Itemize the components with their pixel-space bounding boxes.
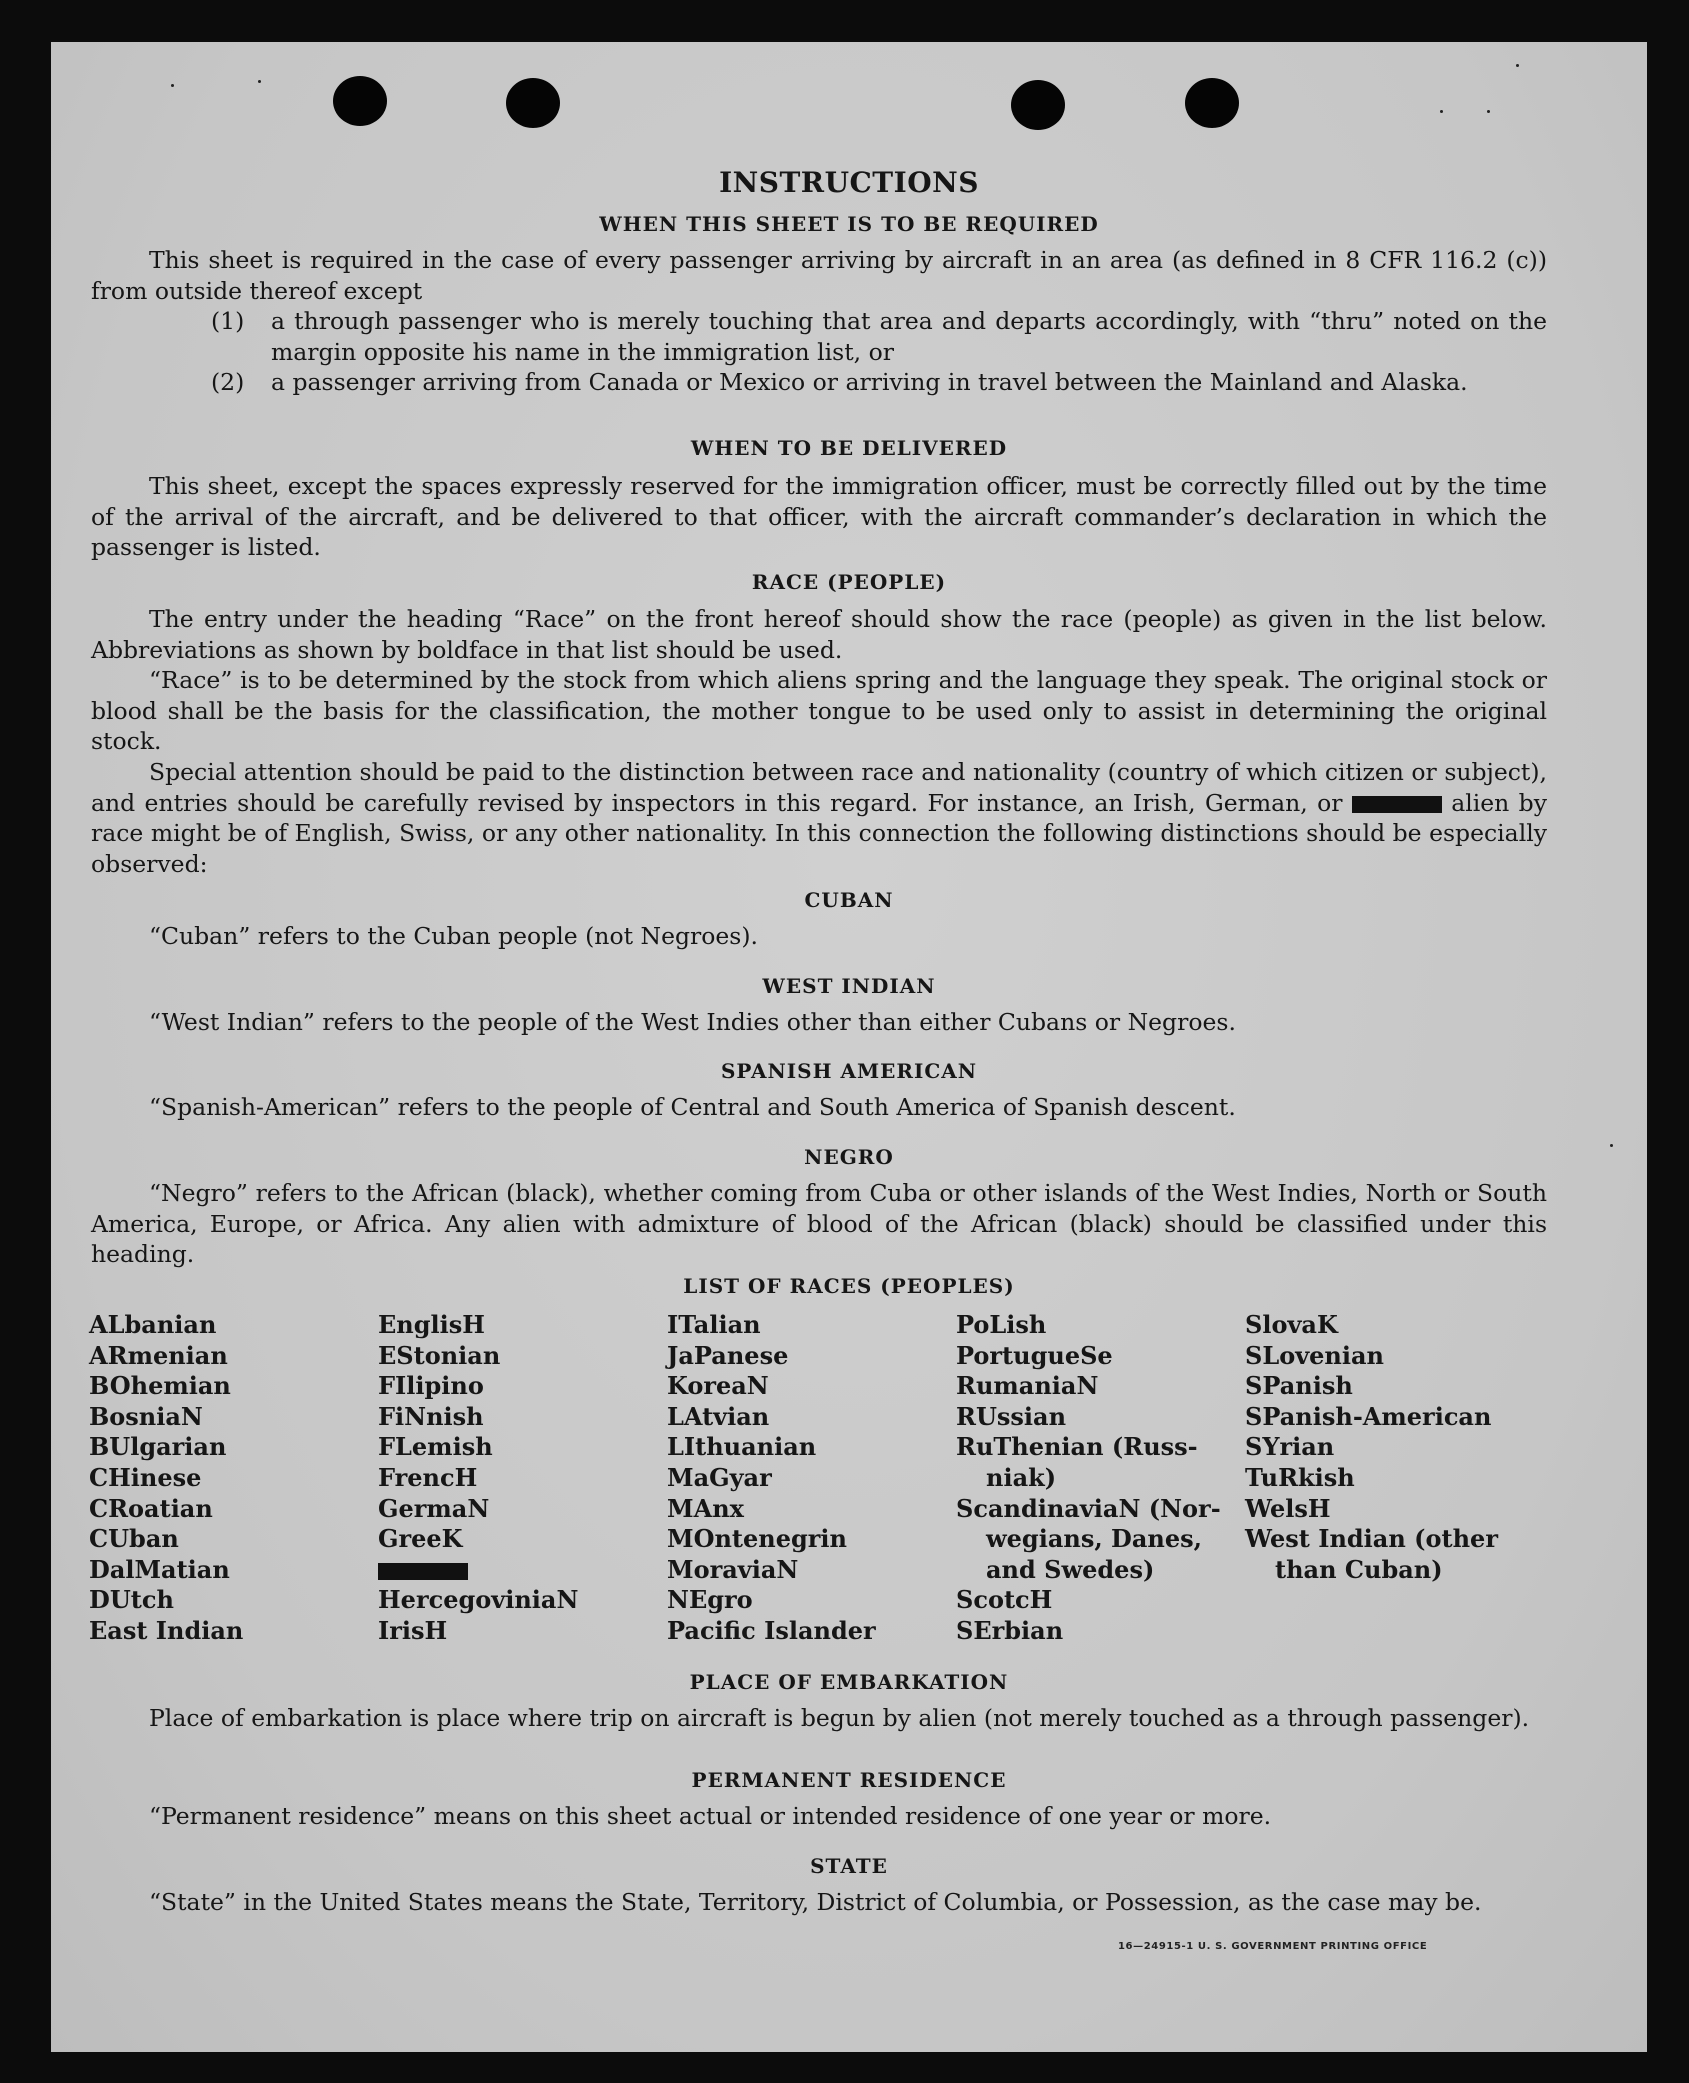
punch-hole xyxy=(506,78,560,128)
heading-west-indian: WEST INDIAN xyxy=(762,974,936,998)
item-2 xyxy=(211,367,1547,429)
speck xyxy=(258,80,261,83)
redaction-mark xyxy=(1352,796,1442,813)
race-item: BosniaN xyxy=(89,1401,203,1431)
races-column-5 xyxy=(1245,1310,1498,1585)
item-2-number: (2) xyxy=(211,368,245,396)
race-item: WelsH xyxy=(1245,1493,1331,1523)
race-item: RumaniaN xyxy=(956,1371,1099,1401)
races-column-2 xyxy=(378,1310,578,1647)
race-item: HercegoviniaN xyxy=(378,1585,579,1615)
race-item: FiNnish xyxy=(378,1401,484,1431)
heading-negro: NEGRO xyxy=(804,1145,894,1169)
heading-cuban: CUBAN xyxy=(804,888,894,912)
text-when-delivered: This sheet, except the spaces expressly reserved for the immigration officer, must be correctly filled out by the time of the arrival of the aircraft, and be delivered to that officer, with the aircraft commander’s declaration in which the passenger is listed. xyxy=(91,472,1547,562)
punch-hole xyxy=(1185,78,1239,128)
paragraph-state xyxy=(91,1887,1547,1918)
race-item: FIlipino xyxy=(378,1371,484,1401)
paragraph-west-indian xyxy=(91,1007,1547,1038)
race-item: GreeK xyxy=(378,1524,463,1554)
race-item: FLemish xyxy=(378,1432,493,1462)
race-item: ScotcH xyxy=(956,1585,1053,1615)
text-cuban: “Cuban” refers to the Cuban people (not Negroes). xyxy=(149,922,759,950)
race-item: RUssian xyxy=(956,1401,1067,1431)
text-west-indian: “West Indian” refers to the people of the West Indies other than either Cubans or Negroes. xyxy=(149,1008,1236,1036)
speck xyxy=(1440,110,1443,113)
race-item: JaPanese xyxy=(667,1340,789,1370)
speck xyxy=(171,84,174,87)
race-item: CUban xyxy=(89,1524,179,1554)
paragraph-embarkation xyxy=(91,1703,1547,1734)
race-item-continuation: than Cuban) xyxy=(1275,1554,1443,1584)
printer-imprint: 16—24915-1 U. S. GOVERNMENT PRINTING OFFICE xyxy=(1118,1941,1428,1952)
paragraph-cuban xyxy=(91,921,1547,952)
item-1-text: a through passenger who is merely touching that area and departs accordingly, with “thru” noted on the margin opposite his name in the immigration list, or xyxy=(271,307,1547,366)
race-item: PoLish xyxy=(956,1310,1047,1339)
paragraph-negro xyxy=(91,1178,1547,1270)
heading-race: RACE (PEOPLE) xyxy=(751,570,947,594)
text-race-2: “Race” is to be determined by the stock from which aliens spring and the language they speak. The original stock or blood shall be the basis for the classification, the mother tongue to be used only to assist in determining the original stock. xyxy=(91,666,1547,756)
item-1 xyxy=(211,306,1547,368)
race-item: MOntenegrin xyxy=(667,1524,847,1554)
text-race-3a: Special attention should be paid to the distinction between race and nationality (country of which citizen or subject), and entries should be carefully revised by inspectors in this regard. For instance, an Irish, German, or xyxy=(91,757,1547,817)
text-residence: “Permanent residence” means on this sheet actual or intended residence of one year or more. xyxy=(149,1802,1272,1830)
text-negro: “Negro” refers to the African (black), whether coming from Cuba or other islands of the West Indies, North or South America, Europe, or Africa. Any alien with admixture of blood of the African (black) should be classified under this heading. xyxy=(91,1179,1547,1269)
heading-when-delivered: WHEN TO BE DELIVERED xyxy=(690,436,1008,460)
race-item: BUlgarian xyxy=(89,1432,227,1462)
race-item: NEgro xyxy=(667,1585,753,1615)
heading-state: STATE xyxy=(810,1854,888,1878)
races-column-3 xyxy=(667,1310,876,1647)
race-item: DalMatian xyxy=(89,1554,230,1584)
paragraph-spanish-american xyxy=(91,1092,1547,1123)
race-item: MAnx xyxy=(667,1493,744,1523)
races-column-4 xyxy=(956,1310,1221,1647)
item-2-text: a passenger arriving from Canada or Mexico or arriving in travel between the Mainland and Alaska. xyxy=(271,368,1468,396)
race-item: RuThenian (Russ- xyxy=(956,1432,1198,1462)
race-item: SYrian xyxy=(1245,1432,1335,1462)
text-race-1: The entry under the heading “Race” on the front hereof should show the race (people) as given in the list below. Abbreviations as shown by boldface in that list should be used. xyxy=(91,605,1547,664)
paragraph-residence xyxy=(91,1801,1547,1832)
text-spanish-american: “Spanish-American” refers to the people of Central and South America of Spanish descent. xyxy=(149,1093,1236,1121)
heading-list-of-races: LIST OF RACES (PEOPLES) xyxy=(683,1274,1015,1298)
speck xyxy=(1516,64,1519,67)
text-race-3 xyxy=(91,757,1547,879)
race-item: EStonian xyxy=(378,1340,501,1370)
race-item: PortugueSe xyxy=(956,1340,1113,1370)
redaction-mark xyxy=(378,1563,468,1580)
document-page xyxy=(51,42,1647,2052)
text-embarkation: Place of embarkation is place where trip on aircraft is begun by alien (not merely touched as a through passenger). xyxy=(149,1704,1530,1732)
race-item-redacted xyxy=(378,1555,578,1586)
paragraph-race xyxy=(91,604,1547,879)
race-item: SErbian xyxy=(956,1615,1064,1645)
race-item: East Indian xyxy=(89,1615,244,1645)
race-item: GermaN xyxy=(378,1493,490,1523)
race-item: ScandinaviaN (Nor- xyxy=(956,1493,1221,1523)
page-title: INSTRUCTIONS xyxy=(719,166,979,199)
punch-hole xyxy=(1011,80,1065,130)
text-race-3b: alien by race might be of English, Swiss, or any other nationality. In this connection the following distinctions should be especially observed: xyxy=(91,788,1547,878)
race-item: SLovenian xyxy=(1245,1340,1384,1370)
item-1-number: (1) xyxy=(211,307,245,335)
race-item: ARmenian xyxy=(89,1340,228,1370)
race-item: MaGyar xyxy=(667,1462,772,1492)
race-item: BOhemian xyxy=(89,1371,231,1401)
race-item-continuation: wegians, Danes, xyxy=(986,1524,1202,1554)
race-item: DUtch xyxy=(89,1585,174,1615)
race-item: Pacific Islander xyxy=(667,1615,876,1645)
race-item: West Indian (other xyxy=(1245,1524,1498,1554)
race-item: SlovaK xyxy=(1245,1310,1338,1339)
race-item-continuation: and Swedes) xyxy=(986,1554,1155,1584)
races-column-1 xyxy=(89,1310,243,1647)
race-item: IrisH xyxy=(378,1615,448,1645)
race-item: SPanish xyxy=(1245,1371,1353,1401)
paragraph-when-delivered xyxy=(91,471,1547,563)
race-item: KoreaN xyxy=(667,1371,769,1401)
race-item: CHinese xyxy=(89,1462,202,1492)
text-when-required: This sheet is required in the case of every passenger arriving by aircraft in an area (as defined in 8 CFR 116.2 (c)) from outside thereof except xyxy=(91,246,1547,305)
race-item: EnglisH xyxy=(378,1310,485,1339)
race-item-continuation: niak) xyxy=(986,1462,1057,1492)
race-item: ALbanian xyxy=(89,1310,217,1339)
text-state: “State” in the United States means the State, Territory, District of Columbia, or Possession, as the case may be. xyxy=(149,1888,1482,1916)
heading-spanish-american: SPANISH AMERICAN xyxy=(720,1059,978,1083)
speck xyxy=(1487,110,1490,113)
race-item: FrencH xyxy=(378,1462,478,1492)
race-item: SPanish-American xyxy=(1245,1401,1492,1431)
race-item: LAtvian xyxy=(667,1401,770,1431)
race-item: ITalian xyxy=(667,1310,761,1339)
heading-when-required: WHEN THIS SHEET IS TO BE REQUIRED xyxy=(599,212,1099,236)
heading-residence: PERMANENT RESIDENCE xyxy=(691,1768,1007,1792)
paragraph-when-required xyxy=(91,245,1547,306)
race-item: MoraviaN xyxy=(667,1554,799,1584)
race-item: TuRkish xyxy=(1245,1462,1355,1492)
heading-embarkation: PLACE OF EMBARKATION xyxy=(689,1670,1009,1694)
race-item: LIthuanian xyxy=(667,1432,817,1462)
race-item: CRoatian xyxy=(89,1493,213,1523)
punch-hole xyxy=(333,76,387,126)
